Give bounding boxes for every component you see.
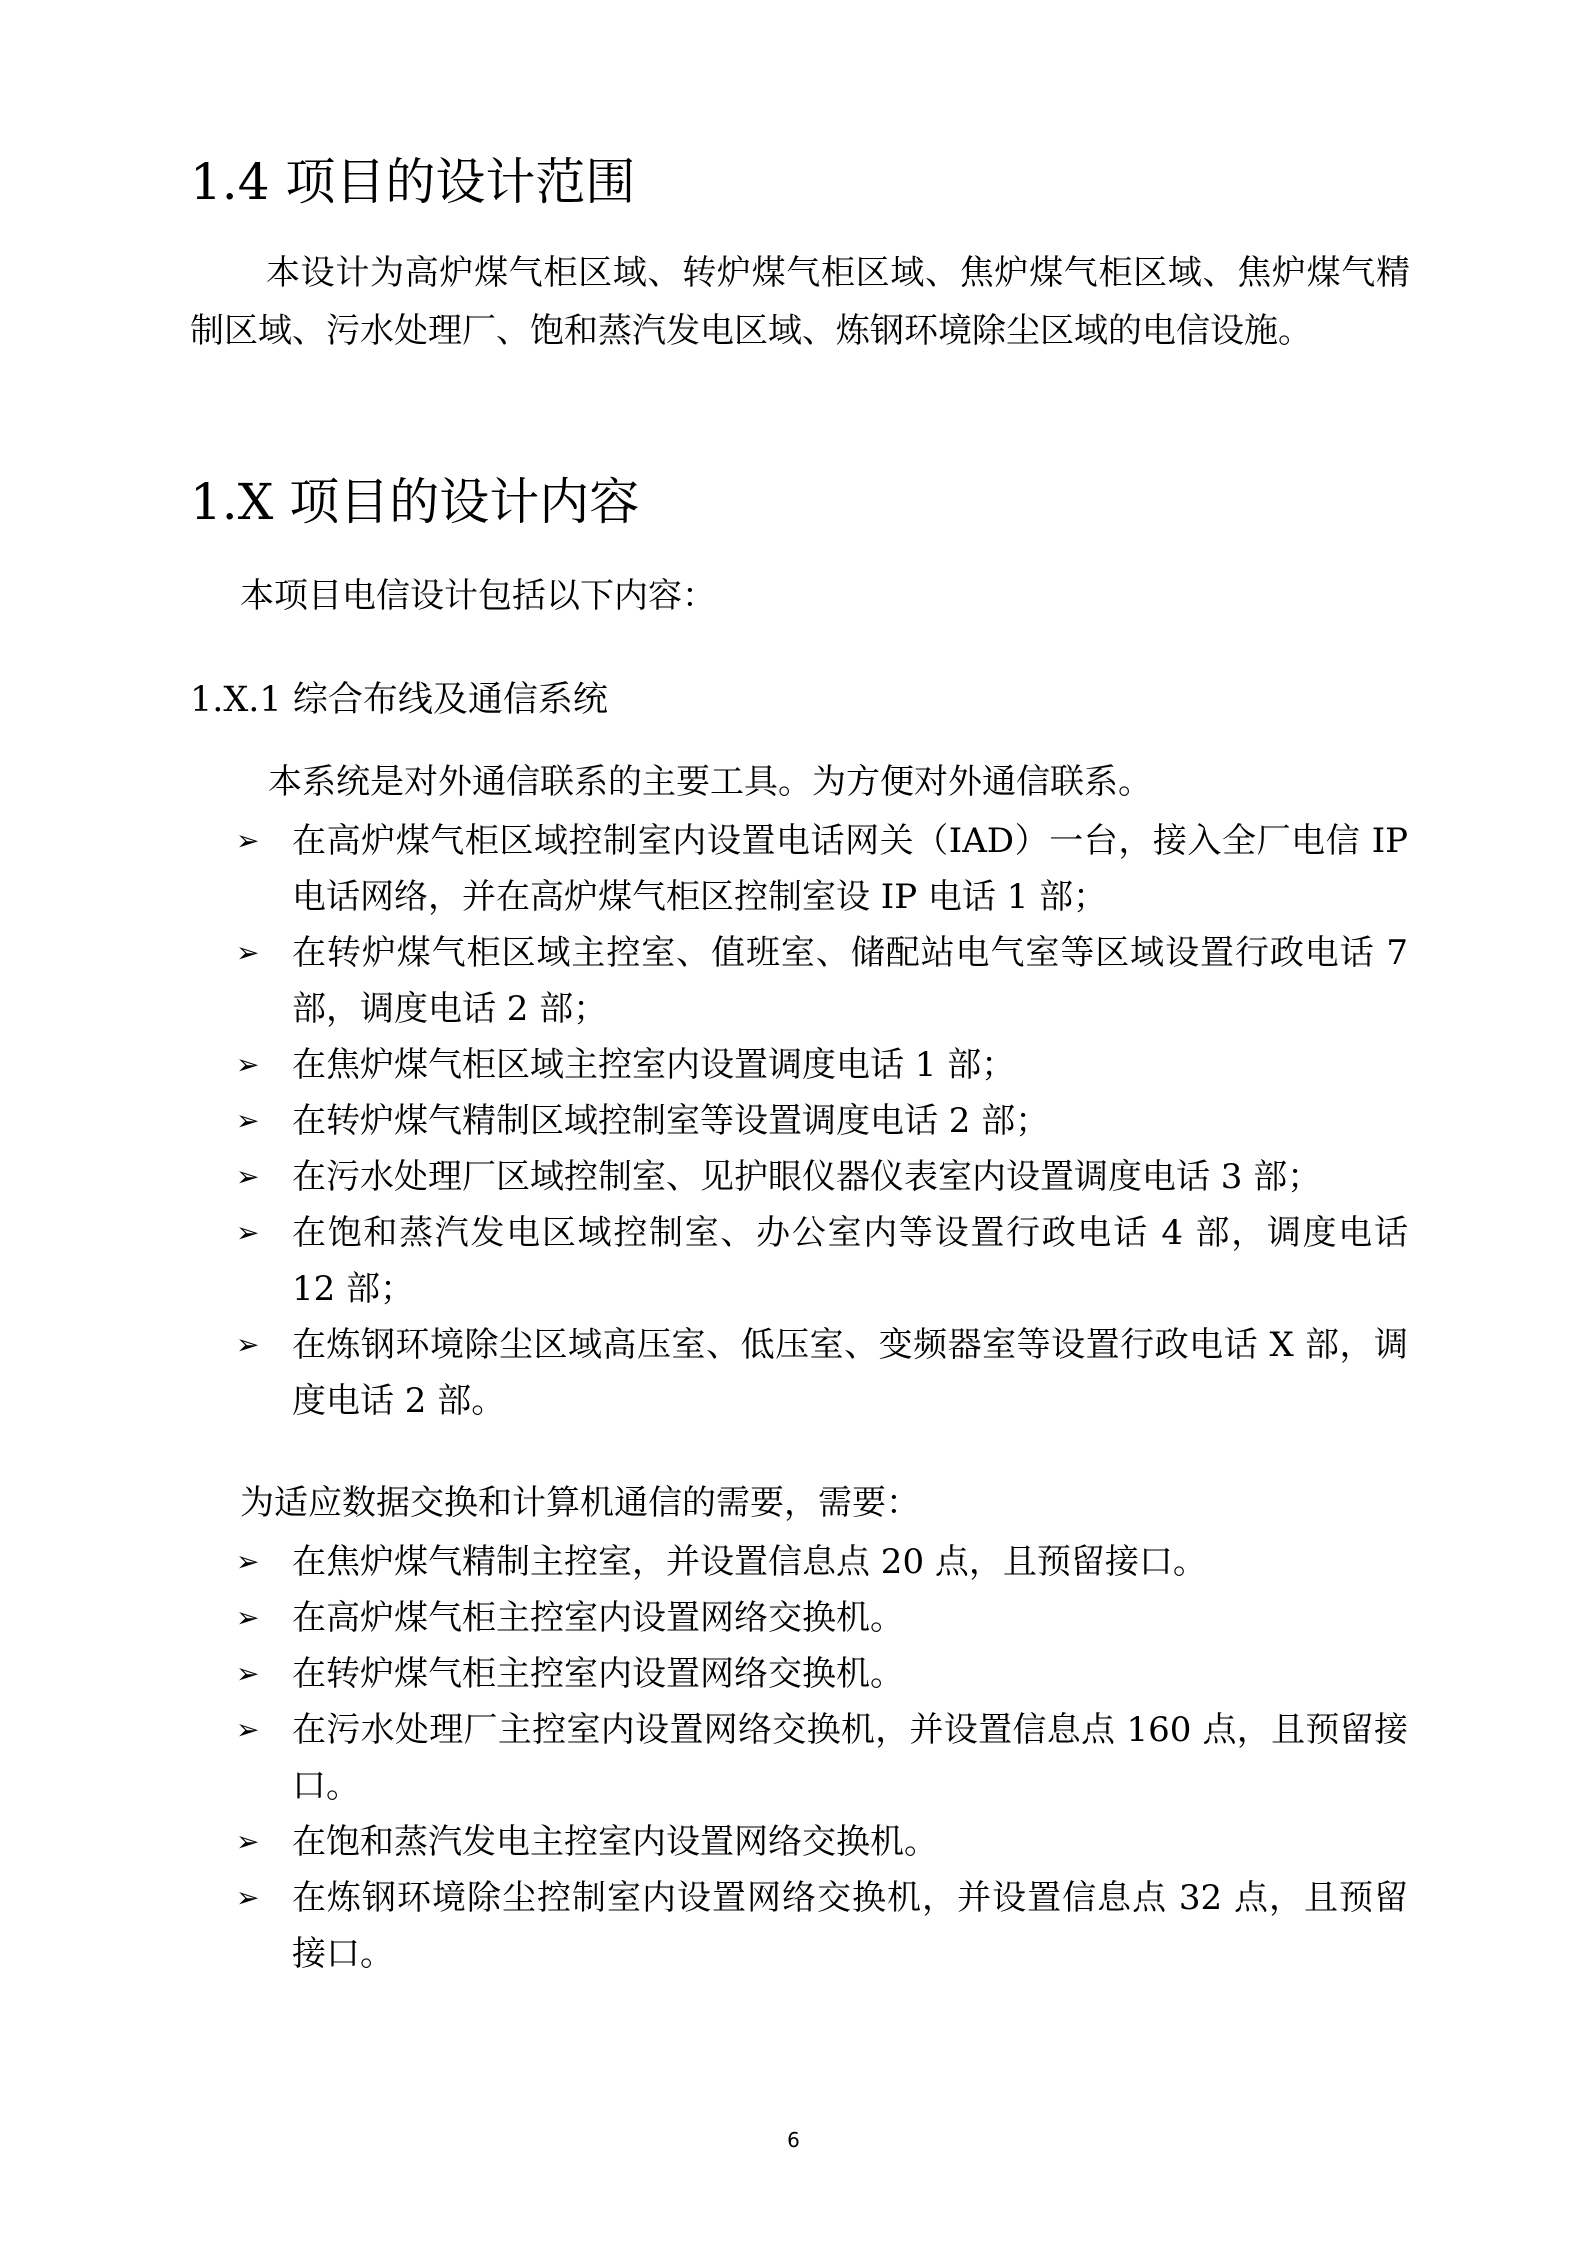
bullet-arrow-icon: ➢	[236, 1601, 260, 1634]
bullet-arrow-icon: ➢	[236, 936, 260, 969]
bullet-arrow-icon: ➢	[236, 1160, 260, 1193]
bullet-arrow-icon: ➢	[236, 1657, 260, 1690]
bullet-arrow-icon: ➢	[236, 1825, 260, 1858]
list-item: 在转炉煤气柜区域主控室、值班室、储配站电气室等区域设置行政电话 7 部，调度电话 2 部；	[292, 933, 1408, 1029]
section-heading-1-x: 1.X 项目的设计内容	[190, 473, 640, 531]
list-item: 在焦炉煤气柜区域主控室内设置调度电话 1 部；	[292, 1045, 1016, 1085]
list-item: 在高炉煤气柜主控室内设置网络交换机。	[292, 1598, 904, 1638]
section-1-4-paragraph: 本设计为高炉煤气柜区域、转炉煤气柜区域、焦炉煤气柜区域、焦炉煤气精制区域、污水处理厂、饱和蒸汽发电区域、炼钢环境除尘区域的电信设施。	[190, 253, 1410, 351]
bullet-arrow-icon: ➢	[236, 824, 260, 857]
subsection-heading-1-x-1: 1.X.1 综合布线及通信系统	[190, 680, 608, 720]
bullet-arrow-icon: ➢	[236, 1216, 260, 1249]
data-intro: 为适应数据交换和计算机通信的需要，需要：	[240, 1483, 920, 1523]
list-item: 在饱和蒸汽发电主控室内设置网络交换机。	[292, 1822, 938, 1862]
bullet-arrow-icon: ➢	[236, 1545, 260, 1578]
list-item: 在污水处理厂区域控制室、见护眼仪器仪表室内设置调度电话 3 部；	[292, 1157, 1322, 1197]
bullet-arrow-icon: ➢	[236, 1104, 260, 1137]
list-item: 在污水处理厂主控室内设置网络交换机，并设置信息点 160 点，且预留接口。	[292, 1710, 1408, 1806]
list-item: 在高炉煤气柜区域控制室内设置电话网关（IAD）一台，接入全厂电信 IP 电话网络，并在高炉煤气柜区控制室设 IP 电话 1 部；	[292, 821, 1408, 917]
list-item: 在饱和蒸汽发电区域控制室、办公室内等设置行政电话 4 部，调度电话 12 部；	[292, 1213, 1408, 1309]
bullet-arrow-icon: ➢	[236, 1048, 260, 1081]
subsection-intro: 本系统是对外通信联系的主要工具。为方便对外通信联系。	[268, 762, 1152, 802]
list-item: 在炼钢环境除尘控制室内设置网络交换机，并设置信息点 32 点，且预留接口。	[292, 1878, 1408, 1974]
bullet-arrow-icon: ➢	[236, 1328, 260, 1361]
section-heading-1-4: 1.4 项目的设计范围	[190, 153, 636, 211]
page-number: 6	[787, 2128, 800, 2152]
list-item: 在炼钢环境除尘区域高压室、低压室、变频器室等设置行政电话 X 部，调度电话 2 部。	[292, 1325, 1408, 1421]
bullet-arrow-icon: ➢	[236, 1881, 260, 1914]
list-item: 在转炉煤气柜主控室内设置网络交换机。	[292, 1654, 904, 1694]
section-1-x-intro: 本项目电信设计包括以下内容：	[240, 576, 716, 616]
bullet-arrow-icon: ➢	[236, 1713, 260, 1746]
list-item: 在转炉煤气精制区域控制室等设置调度电话 2 部；	[292, 1101, 1050, 1141]
list-item: 在焦炉煤气精制主控室，并设置信息点 20 点，且预留接口。	[292, 1542, 1207, 1582]
